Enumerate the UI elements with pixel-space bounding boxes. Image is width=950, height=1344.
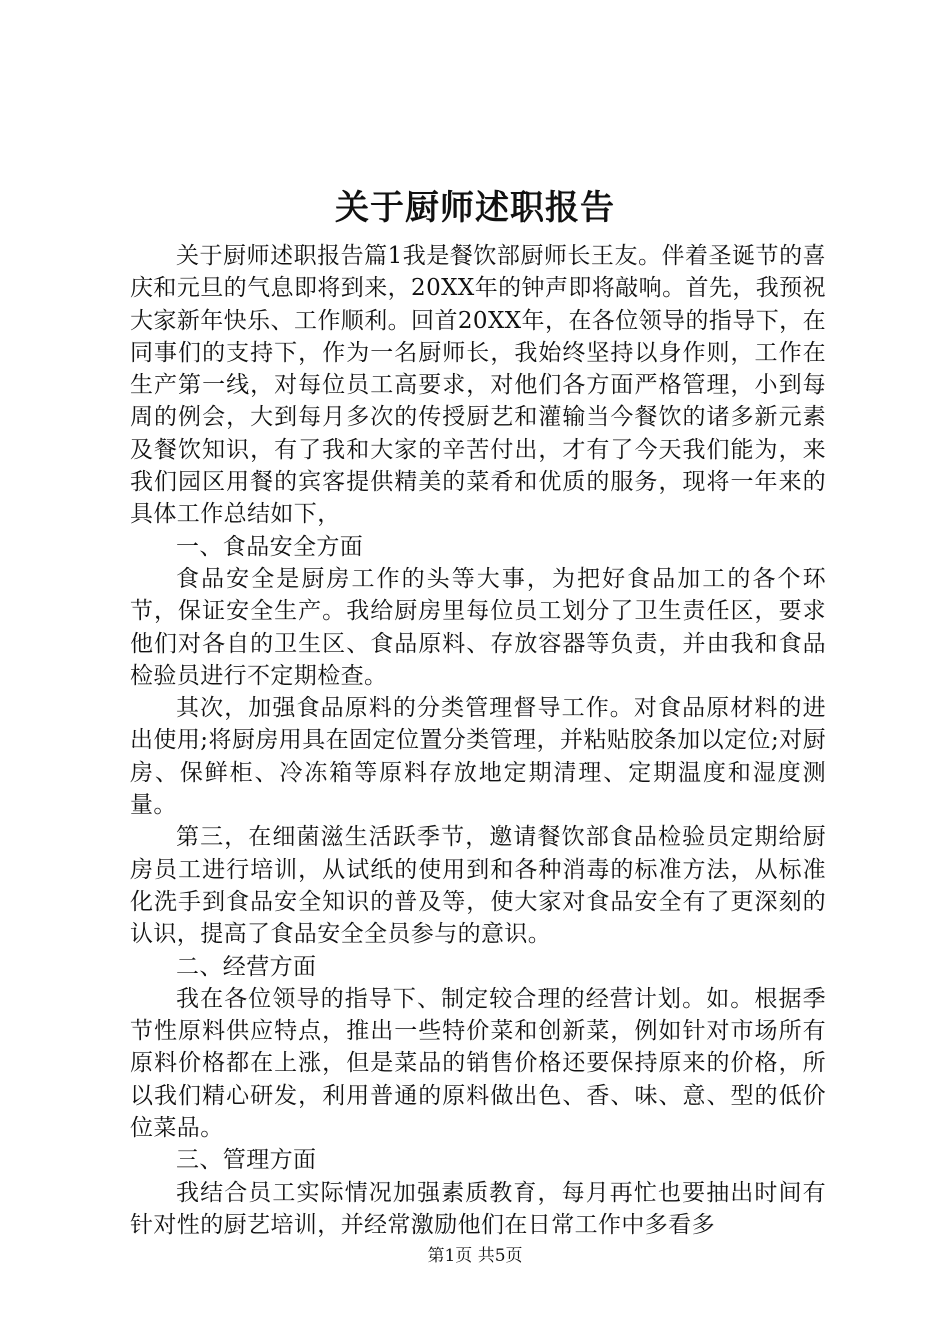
paragraph-training: 第三，在细菌滋生活跃季节，邀请餐饮部食品检验员定期给厨房员工进行培训，从试纸的使用到和各种消毒的标准方法，从标准化洗手到食品安全知识的普及等，使大家对食品安全有了更深刻的认识，提高了食品安全全员参与的意识。 [130, 824, 826, 948]
paragraph-management: 我结合员工实际情况加强素质教育，每月再忙也要抽出时间有针对性的厨艺培训，并经常激励他们在日常工作中多看多 [130, 1179, 826, 1238]
page-number-footer: 第1页 共5页 [427, 1246, 523, 1266]
paragraph-operations: 我在各位领导的指导下、制定较合理的经营计划。如。根据季节性原料供应特点，推出一些特价菜和创新菜，例如针对市场所有原料价格都在上涨，但是菜品的销售价格还要保持原来的价格，所以我们精心研发，利用普通的原料做出色、香、味、意、型的低价位菜品。 [130, 985, 826, 1142]
section-heading-food-safety: 一、食品安全方面 [176, 533, 364, 560]
paragraph-ingredient-management: 其次，加强食品原料的分类管理督导工作。对食品原材料的进出使用;将厨房用具在固定位置分类管理，并粘贴胶条加以定位;对厨房、保鲜柜、冷冻箱等原料存放地定期清理、定期温度和湿度测量。 [130, 695, 826, 819]
document-title: 关于厨师述职报告 [335, 188, 615, 228]
section-heading-operations: 二、经营方面 [176, 953, 317, 980]
paragraph-food-safety: 食品安全是厨房工作的头等大事，为把好食品加工的各个环节，保证安全生产。我给厨房里每位员工划分了卫生责任区，要求他们对各自的卫生区、食品原料、存放容器等负责，并由我和食品检验员进行不定期检查。 [130, 565, 826, 689]
paragraph-intro: 关于厨师述职报告篇1我是餐饮部厨师长王友。伴着圣诞节的喜庆和元旦的气息即将到来，20XX年的钟声即将敲响。首先，我预祝大家新年快乐、工作顺利。回首20XX年，在各位领导的指导下，在同事们的支持下，作为一名厨师长，我始终坚持以身作则，工作在生产第一线，对每位员工高要求，对他们各方面严格管理，小到每周的例会，大到每月多次的传授厨艺和灌输当今餐饮的诸多新元素及餐饮知识，有了我和大家的辛苦付出，才有了今天我们能为，来我们园区用餐的宾客提供精美的菜肴和优质的服务，现将一年来的具体工作总结如下， [130, 243, 826, 528]
section-heading-management: 三、管理方面 [176, 1147, 317, 1174]
document-body [130, 240, 826, 1241]
